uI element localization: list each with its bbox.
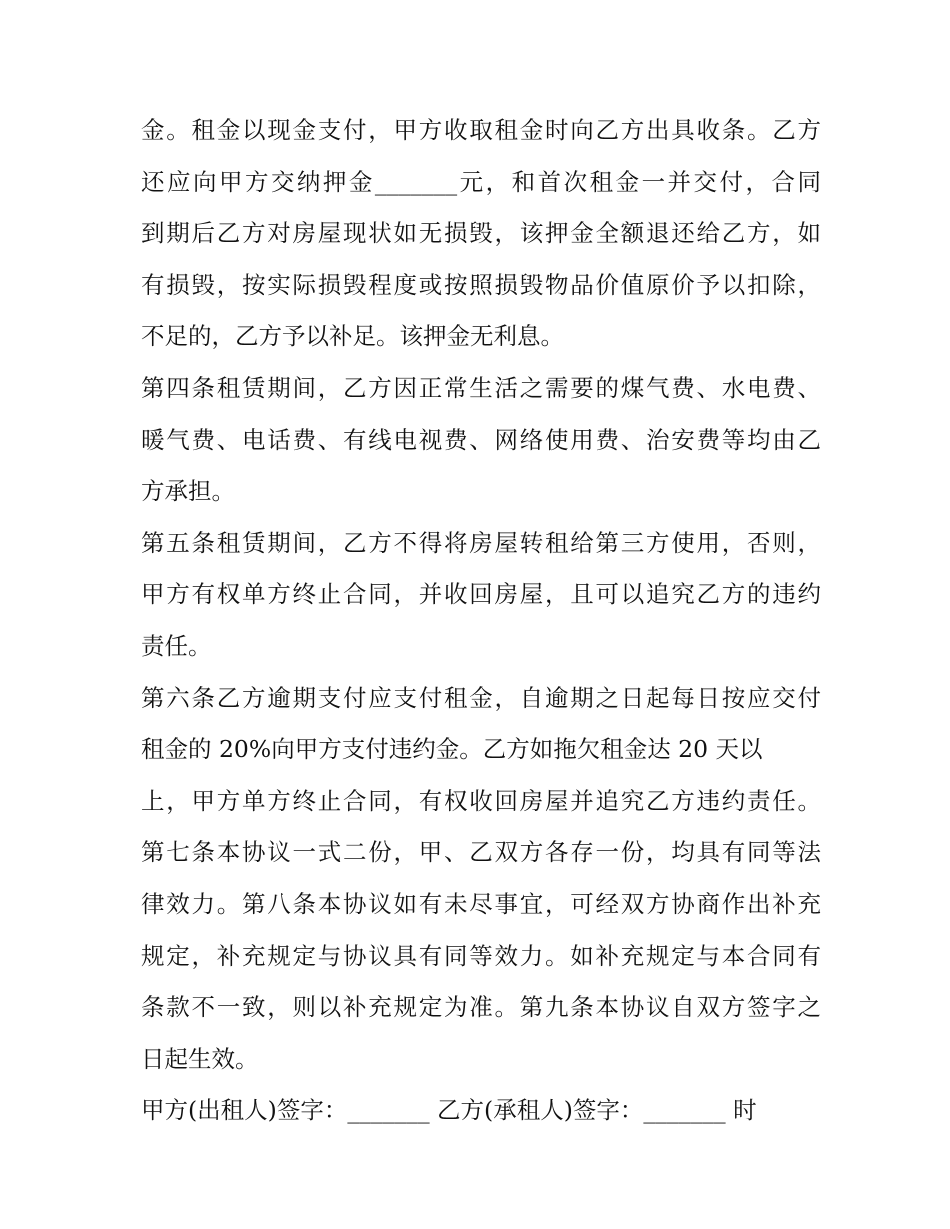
text-line: 第六条乙方逾期支付应支付租金，自逾期之日起每日按应交付 <box>141 683 821 712</box>
text-line: 方承担。 <box>141 477 235 506</box>
text-line: 第四条租赁期间，乙方因正常生活之需要的煤气费、水电费、 <box>141 373 821 402</box>
text-line: 第七条本协议一式二份，甲、乙双方各存一份，均具有同等法 <box>141 838 821 867</box>
text-line: 金。租金以现金支付，甲方收取租金时向乙方出具收条。乙方 <box>141 116 821 144</box>
text-line: 条款不一致，则以补充规定为准。第九条本协议自双方签字之 <box>141 993 821 1022</box>
contract-text-body <box>141 108 821 1140</box>
text-line: 甲方(出租人)签字：_______ 乙方(承租人)签字：_______ 时 <box>141 1096 757 1125</box>
text-line: 有损毁，按实际损毁程度或按照损毁物品价值原价予以扣除， <box>141 270 821 299</box>
text-line: 责任。 <box>141 631 212 660</box>
text-line: 第五条租赁期间，乙方不得将房屋转租给第三方使用，否则， <box>141 528 821 557</box>
text-line: 不足的，乙方予以补足。该押金无利息。 <box>141 322 564 351</box>
text-line: 到期后乙方对房屋现状如无损毁，该押金全额退还给乙方，如 <box>141 219 821 248</box>
text-line: 规定，补充规定与协议具有同等效力。如补充规定与本合同有 <box>141 941 821 970</box>
text-line: 律效力。第八条本协议如有未尽事宜，可经双方协商作出补充 <box>141 889 821 918</box>
text-line: 上，甲方单方终止合同，有权收回房屋并追究乙方违约责任。 <box>141 786 821 815</box>
text-line: 日起生效。 <box>141 1044 259 1073</box>
text-line: 甲方有权单方终止合同，并收回房屋，且可以追究乙方的违约 <box>141 580 821 609</box>
text-line: 暖气费、电话费、有线电视费、网络使用费、治安费等均由乙 <box>141 425 821 454</box>
text-line: 还应向甲方交纳押金_______元，和首次租金一并交付，合同 <box>141 167 821 196</box>
text-line: 租金的 20%向甲方支付违约金。乙方如拖欠租金达 20 天以 <box>141 735 763 764</box>
